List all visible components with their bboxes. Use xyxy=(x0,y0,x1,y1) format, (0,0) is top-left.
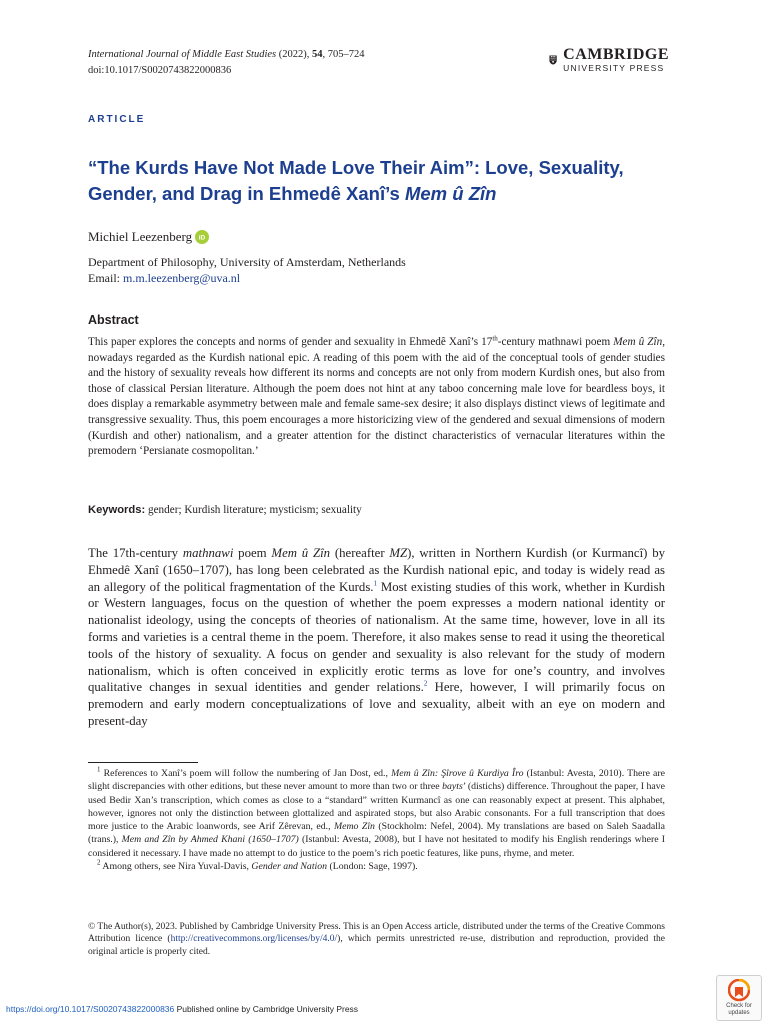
doi-link[interactable]: https://doi.org/10.1017/S0020743822000836 xyxy=(6,1004,175,1014)
journal-name: International Journal of Middle East Studies xyxy=(88,49,277,60)
footnote-2: $^2$ Among others, see Nira Yuval-Davis, Gender and Nation (London: Sage, 1997). xyxy=(97,858,418,873)
keywords-label: Keywords: xyxy=(88,504,146,516)
article-title xyxy=(88,155,688,207)
check-for-updates-icon xyxy=(728,979,750,1003)
title-main: “The Kurds Have Not Made Love Their Aim”: Love, Sexuality, Gender, and Drag in Ehmedê Xanî’s xyxy=(88,157,624,204)
cambridge-shield-icon xyxy=(549,49,557,71)
check-for-updates-button[interactable] xyxy=(716,975,762,1021)
footnote-divider xyxy=(88,762,198,763)
author-line xyxy=(88,228,209,246)
publisher-line2: UNIVERSITY PRESS xyxy=(563,63,665,73)
publisher-line1: CAMBRIDGE xyxy=(563,46,669,63)
journal-doi: doi:10.1017/S0020743822000836 xyxy=(88,65,232,76)
affiliation: Department of Philosophy, University of Amsterdam, Netherlands xyxy=(88,255,406,269)
email-label: Email: xyxy=(88,270,123,285)
article-type-label: ARTICLE xyxy=(88,114,146,125)
footnote-ref-1[interactable]: 1 xyxy=(373,579,377,588)
footnotes xyxy=(88,767,665,873)
keywords xyxy=(88,503,362,518)
email-link[interactable]: m.m.leezenberg@uva.nl xyxy=(123,270,241,285)
svg-text:iD: iD xyxy=(198,234,206,242)
keywords-list: gender; Kurdish literature; mysticism; sexuality xyxy=(145,504,362,516)
title-italic: Mem û Zîn xyxy=(404,183,497,204)
abstract-text: This paper explores the concepts and norms of gender and sexuality in Ehmedê Xanî’s 17th-century mathnawi poem Mem û Zîn, nowadays regarded as the Kurdish national epic. A reading of this poem with the aid of the conceptual tools of gender studies and the history of sexuality reveals how different its norms and concepts are not only from modern Kurdish ones, but also from those of classical Persian literature. Although the poem does not hint at any taboo concerning male love for beardless boys, it does display a remarkable asymmetry between male and female same-sex desire; it also displays distinct views of legitimate and transgressive sexuality. Thus, this poem encourages a more historicizing view of the gendered and sexual dimensions of modern (Kurdish and other) nationalism, and a greater attention for the distinct characteristics of vernacular literatures within the premodern ‘Persianate cosmopolitan.’ xyxy=(88,334,665,458)
license-link[interactable]: http://creativecommons.org/licenses/by/4.0/ xyxy=(170,934,338,945)
journal-year: (2022), xyxy=(276,49,312,60)
body-paragraph: The 17th-century mathnawi poem Mem û Zîn (hereafter MZ), written in Northern Kurdish (or Kurmancî) by Ehmedê Xanî (1650–1707), has long been celebrated as the Kurdish national epic, and today is widely read as an allegory of the political fragmentation of the Kurds.$^1$ Most existing studies of this work, whether in Kurdish or Western languages, focus on the question of whether the poem expresses a modern national identity or nationalist ideology, using the concepts of theories of nationalism. At the same time, however, love in all its forms and varieties is a central theme in the poem. Therefore, it also makes sense to read it using the theoretical tools of the history of sexuality. A focus on gender and sexuality is also relevant for the study of modern nationalism, which is often conceived in explicitly erotic terms as love for one’s country, and involves qualitative changes in sexual identities and gender relations.$^2$ Here, however, I will primarily focus on premodern and early modern conceptualizations of love and sexuality, albeit with an eye on modern and present-day xyxy=(88,546,665,728)
footnote-ref-2[interactable]: 2 xyxy=(423,680,428,689)
journal-volume: 54 xyxy=(311,49,323,60)
abstract-heading: Abstract xyxy=(88,313,139,327)
footnote-1: $^1$ References to Xanî’s poem will follow the numbering of Jan Dost, ed., Mem û Zîn: Şîrove û Kurdiya Îro (Istanbul: Avesta, 2010). There are slight discrepancies with other editions, but these never amount to more than two or three bayts’ (distichs) difference. Throughout the paper, I have used Bedir Xan’s transcription, which comes as close to a “standard” written Kurmancî as one can reasonably expect at present. This alphabet, however, ignores not only the distinction between glottalized and aspirated stops, but also Arabic consonants. For a full transcription that does more justice to the Arabic loanwords, see Arif Zêrevan, ed., Memo Zîn (Stockholm: Nefel, 2004). My translations are based on Saleh Saadalla (trans.), Mem and Zîn by Ahmed Khani (1650–1707) (Istanbul: Avesta, 2008), but I have not hesitated to modify his English renderings where I considered it necessary. I have made no attempt to do justice to the poem’s rich poetic features, like puns, rhyme, and meter. xyxy=(88,765,666,859)
bottom-bar xyxy=(6,1004,358,1014)
journal-pages: , 705–724 xyxy=(322,49,365,60)
author-affiliation-block xyxy=(88,255,406,286)
check-for-updates-label: Check for updates xyxy=(726,1003,752,1016)
journal-line xyxy=(88,47,364,63)
published-online: Published online by Cambridge University Press xyxy=(174,1004,359,1014)
email-line xyxy=(88,271,406,287)
publisher-logo xyxy=(549,47,669,81)
author-name: Michiel Leezenberg xyxy=(88,229,193,244)
orcid-icon[interactable] xyxy=(195,230,209,244)
journal-citation xyxy=(88,47,364,79)
publisher-wordmark xyxy=(563,47,669,74)
license-notice: © The Author(s), 2023. Published by Cambridge University Press. This is an Open Access article, distributed under the terms of the Creative Commons Attribution licence (http://creativecommons.org/licenses/by/4.0/), which permits unrestricted re-use, distribution and reproduction, provided the original article is properly cited. xyxy=(88,922,665,957)
